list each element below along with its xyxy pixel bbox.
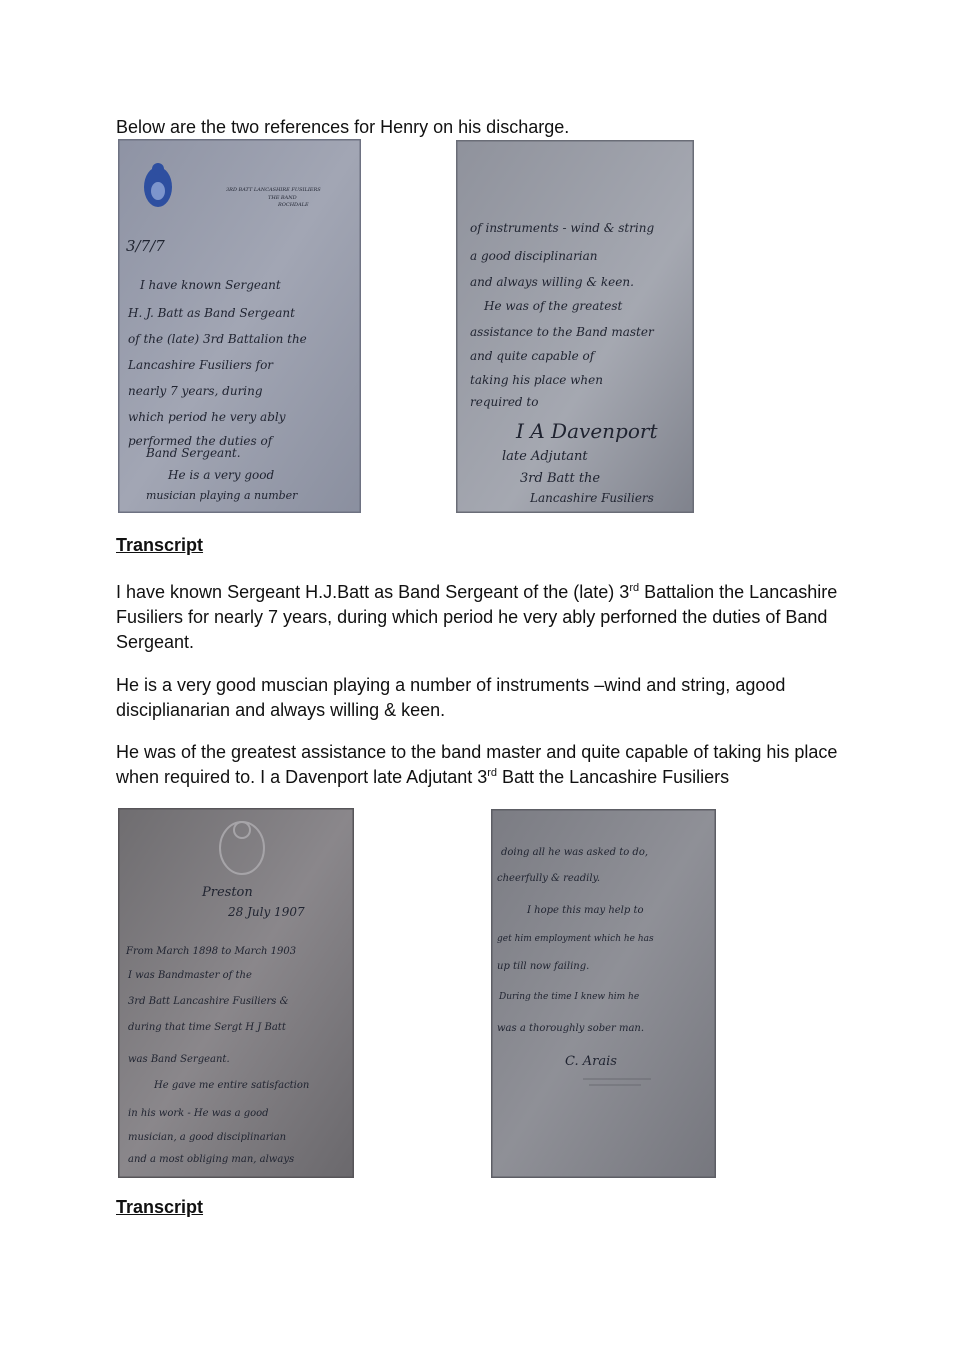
handwriting-line: and quite capable of	[470, 349, 595, 363]
letterhead-line: THE BAND	[268, 195, 297, 201]
transcript-paragraph-1: I have known Sergeant H.J.Batt as Band Sergeant of the (late) 3rd Battalion the Lancashire Fusiliers for nearly 7 years, during which period he very ably perforned the duties of Band Sergeant.	[116, 582, 838, 652]
handwriting-line: I have known Sergeant	[140, 278, 281, 292]
letter-2-page-2-photo	[491, 809, 716, 1178]
handwriting-line: of the (late) 3rd Battalion the	[128, 332, 307, 346]
letter-1-page-2-photo	[456, 140, 694, 513]
handwriting-line: doing all he was asked to do,	[501, 847, 649, 858]
handwriting-line: musician, a good disciplinarian	[128, 1132, 287, 1143]
transcript-heading: Transcript	[116, 1197, 204, 1217]
handwriting-line: during that time Sergt H J Batt	[128, 1022, 286, 1033]
handwriting-line: He gave me entire satisfaction	[154, 1080, 310, 1091]
handwriting-line: Lancashire Fusiliers for	[128, 358, 274, 372]
handwriting-line: required to	[470, 395, 539, 409]
handwriting-line: During the time I knew him he	[499, 992, 640, 1002]
handwriting-line: 3rd Batt Lancashire Fusiliers &	[128, 996, 289, 1007]
letterhead-line: 3RD BATT LANCASHIRE FUSILIERS	[226, 187, 321, 193]
handwriting-line: taking his place when	[470, 373, 603, 387]
handwriting-line: I was Bandmaster of the	[128, 970, 252, 981]
handwriting-line: was a thoroughly sober man.	[497, 1023, 645, 1034]
handwriting-line: up till now failing.	[497, 961, 590, 972]
handwriting-line: was Band Sergeant.	[128, 1054, 230, 1065]
handwriting-line: assistance to the Band master	[470, 325, 654, 339]
handwriting-line: of instruments - wind & string	[470, 221, 655, 235]
handwriting-line: H. J. Batt as Band Sergeant	[128, 306, 295, 320]
handwriting-line: in his work - He was a good	[128, 1108, 269, 1119]
handwriting-line: get him employment which he has	[497, 934, 654, 944]
transcript-heading: Transcript	[116, 535, 204, 555]
handwriting-line: 3/7/7	[126, 237, 165, 255]
letter-2-page-1-photo	[118, 808, 354, 1178]
handwriting-line: musician playing a number	[146, 489, 298, 502]
handwriting-line: 3rd Batt the	[520, 471, 601, 486]
handwriting-signature: C. Arais	[565, 1054, 617, 1069]
handwriting-line: I hope this may help to	[527, 905, 644, 916]
handwriting-line: which period he very ably	[128, 410, 286, 424]
handwriting-signature: I A Davenport	[516, 419, 658, 443]
handwriting-line: He was of the greatest	[484, 299, 623, 313]
handwriting-line: performed the duties of	[128, 434, 273, 448]
handwriting-line: and a most obliging man, always	[128, 1154, 295, 1165]
handwriting-line: cheerfully & readily.	[497, 873, 601, 884]
handwriting-line: a good disciplinarian	[470, 249, 598, 263]
handwriting-line: and always willing & keen.	[470, 275, 634, 289]
handwriting-line: Lancashire Fusiliers	[530, 491, 654, 505]
handwriting-line: 28 July 1907	[228, 905, 305, 919]
handwriting-line: nearly 7 years, during	[128, 384, 263, 398]
handwriting-line: He is a very good	[168, 468, 275, 482]
intro-text: Below are the two references for Henry on his discharge.	[116, 117, 570, 137]
handwriting-line: late Adjutant	[502, 449, 588, 464]
letterhead-line: ROCHDALE	[278, 202, 309, 208]
handwriting-line: From March 1898 to March 1903	[126, 946, 297, 957]
handwriting-line: Band Sergeant.	[146, 446, 241, 460]
transcript-paragraph-2: He is a very good muscian playing a number of instruments –wind and string, agood disciplianarian and always willing & keen.	[116, 675, 786, 720]
letter-1-page-1-photo	[118, 139, 361, 513]
transcript-paragraph-3: He was of the greatest assistance to the band master and quite capable of taking his place when required to. I a Davenport late Adjutant 3rd Batt the Lancashire Fusiliers	[116, 742, 838, 787]
handwriting-line: Preston	[202, 885, 253, 900]
